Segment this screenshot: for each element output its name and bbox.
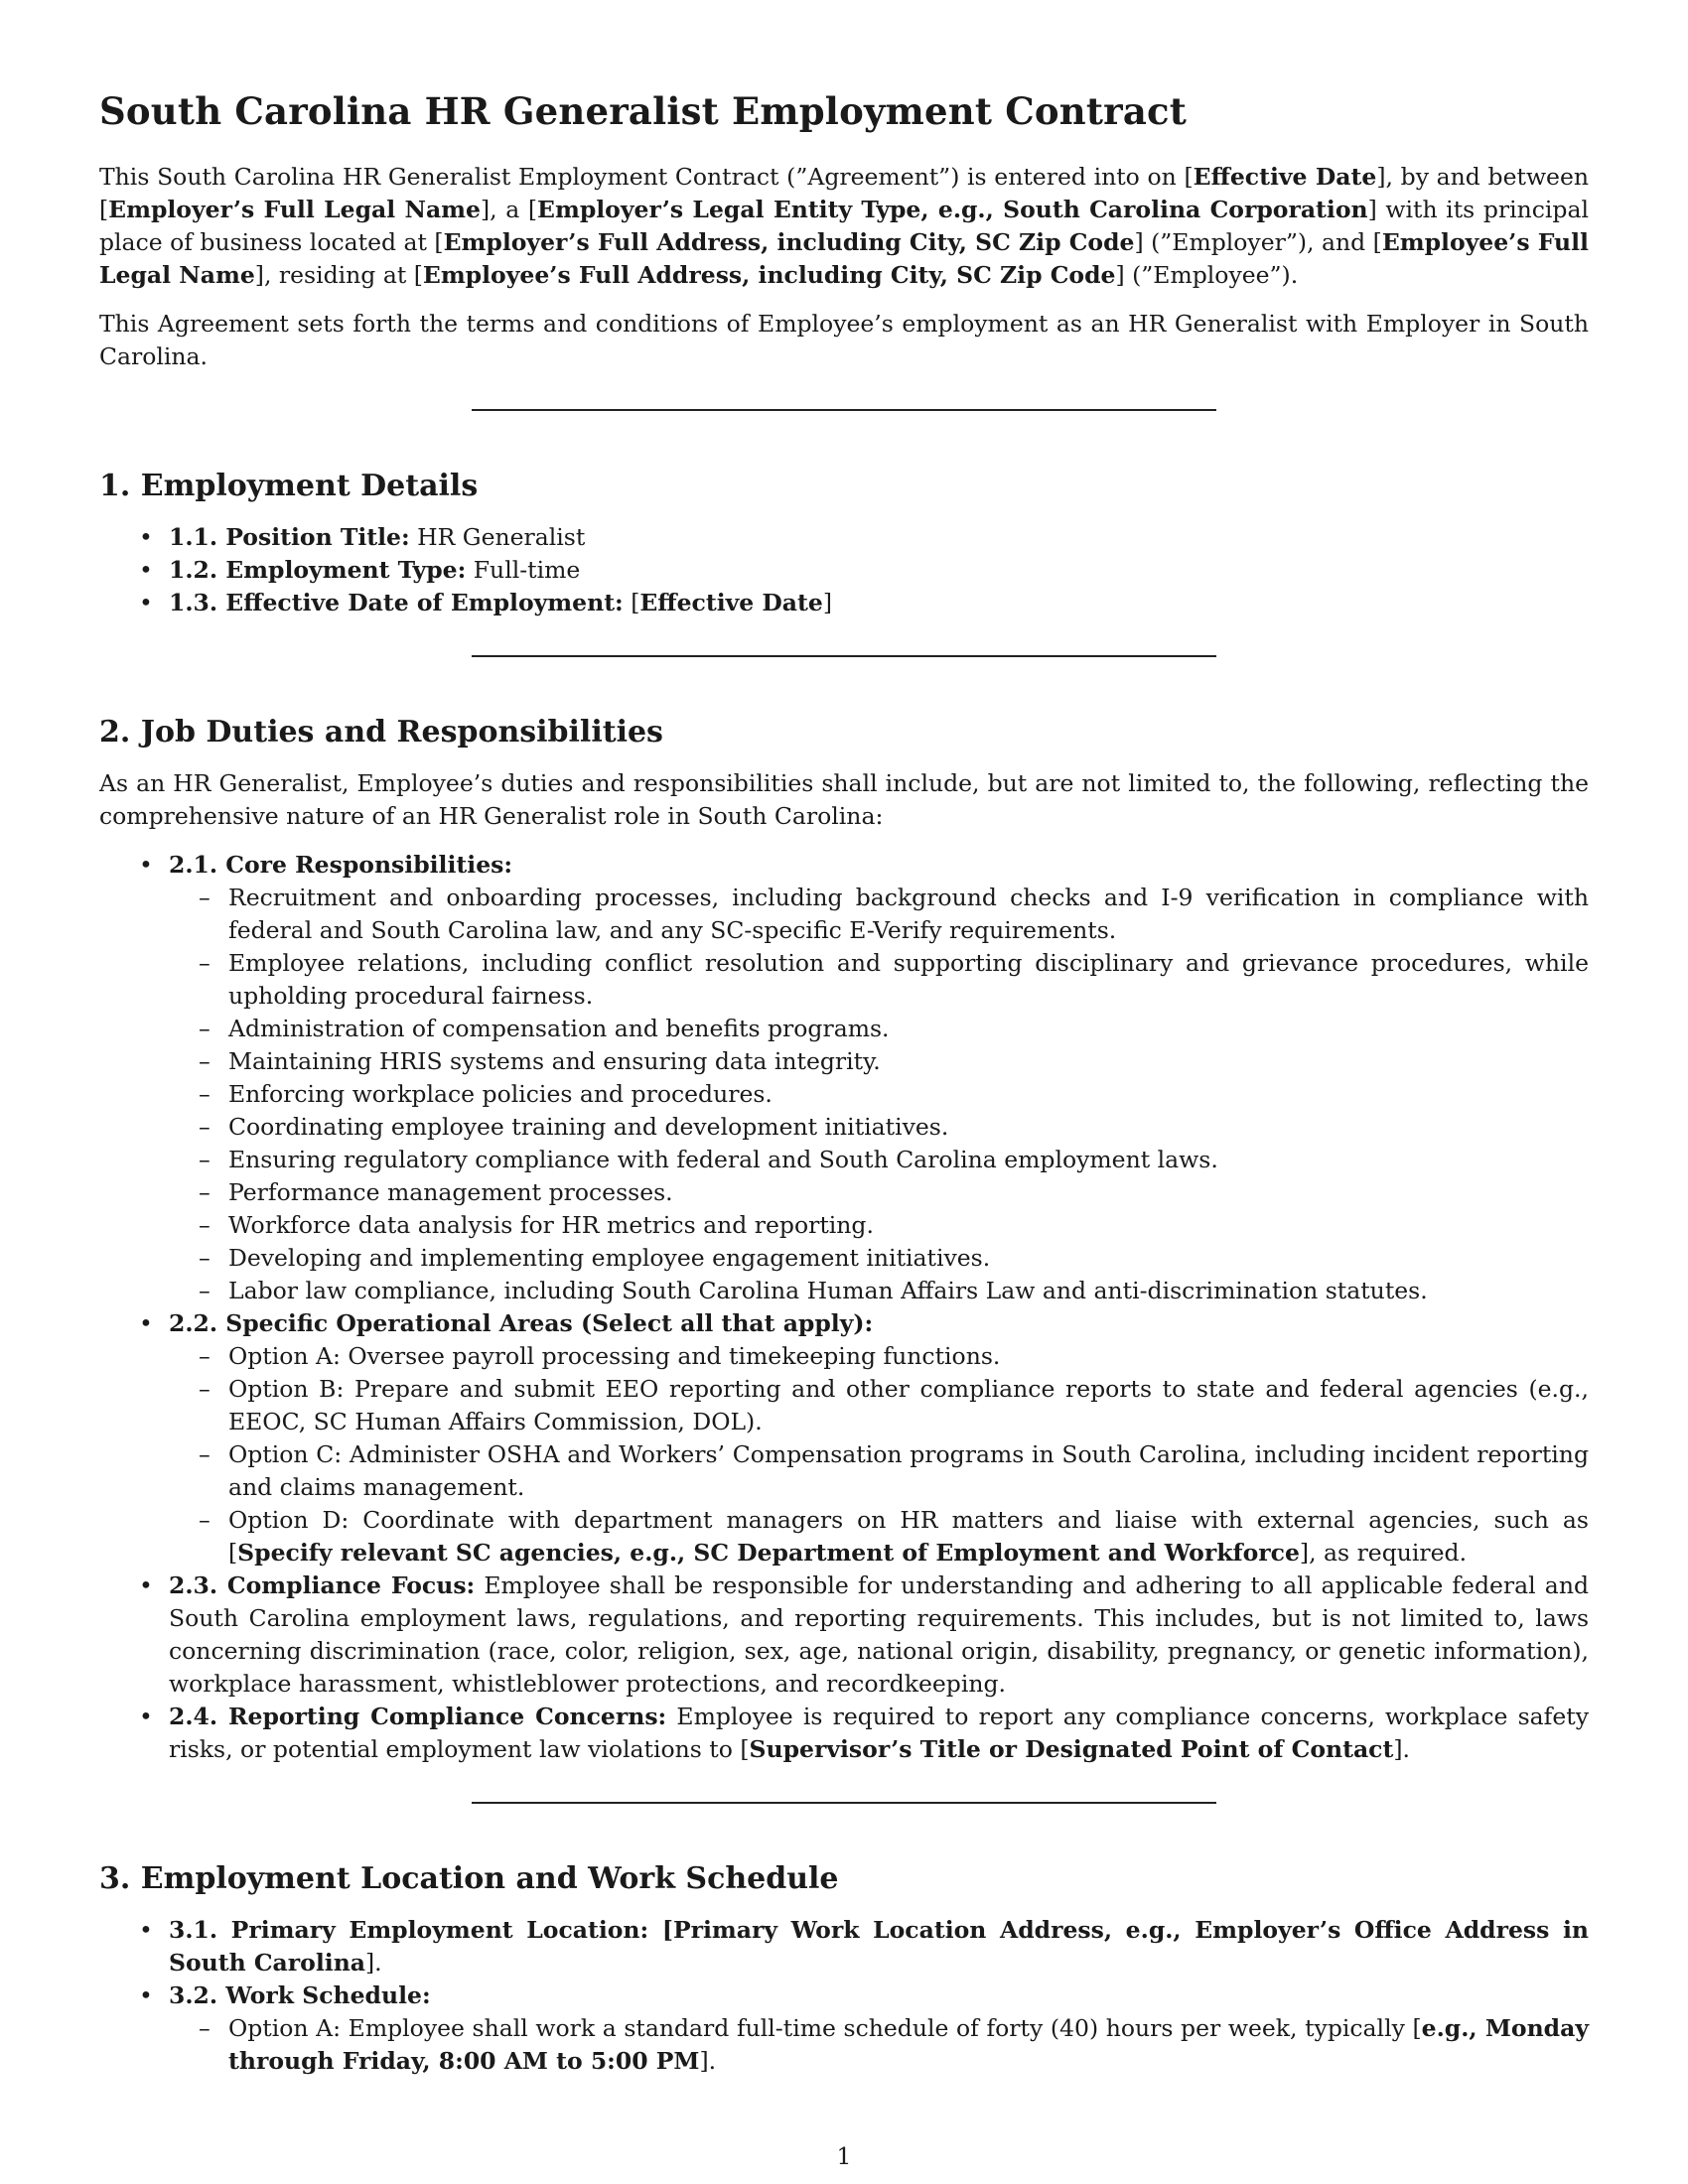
item-text: ]	[822, 589, 832, 616]
section-1-heading: 1. Employment Details	[99, 469, 479, 503]
agency-placeholder: Specify relevant SC agencies, e.g., SC Department of Employment and Workforce	[237, 1539, 1300, 1567]
sub-list-item: – Option A: Oversee payroll processing and timekeeping functions.	[169, 1340, 1589, 1373]
item-text: Option A: Employee shall work a standard full-time schedule of forty (40) hours per week, typically [	[228, 2014, 1422, 2042]
sub-list-item	[169, 1504, 1589, 1570]
sub-list-item: – Ensuring regulatory compliance with federal and South Carolina employment laws.	[169, 1144, 1589, 1176]
item-text: Option D: Coordinate with department managers on HR matters and liaise with external agencies, such as [	[228, 1506, 1589, 1567]
sub-list-item: – Workforce data analysis for HR metrics and reporting.	[169, 1209, 1589, 1242]
item-label: 1.1. Position Title:	[169, 523, 410, 551]
employee-address-placeholder: Employee’s Full Address, including City, SC Zip Code	[422, 261, 1116, 289]
sub-list-item: – Coordinating employee training and development initiatives.	[169, 1111, 1589, 1144]
employer-name-placeholder: Employer’s Full Legal Name	[108, 196, 481, 223]
list-item	[99, 1979, 1589, 2078]
core-responsibilities-list	[169, 882, 1589, 1307]
section-divider	[472, 409, 1216, 411]
item-value: Full-time	[466, 556, 581, 584]
item-value: Effective Date	[639, 589, 823, 616]
intro-text: ] (”Employer”), and [	[1134, 228, 1382, 256]
schedule-options-list	[169, 2012, 1589, 2078]
supervisor-placeholder: Supervisor’s Title or Designated Point of Contact	[749, 1735, 1394, 1763]
item-text: Employee shall be responsible for understanding and adhering to all applicable federal and South Carolina employment laws, regulations, and reporting requirements. This includes, but is not limited to, laws concerning discrimination (race, color, religion, sex, age, national origin, disability, pregnancy, or genetic information), workplace harassment, whistleblower protections, and recordkeeping.	[169, 1571, 1590, 1698]
item-label: 3.2. Work Schedule:	[169, 1981, 431, 2009]
item-text: ].	[1393, 1735, 1410, 1763]
sub-list-item: – Performance management processes.	[169, 1176, 1589, 1209]
section-2-intro: As an HR Generalist, Employee’s duties and responsibilities shall include, but are not limited to, the following, reflecting the comprehensive nature of an HR Generalist role in South Carolina:	[99, 769, 1589, 830]
item-text: Employee is required to report any compliance concerns, workplace safety risks, or potential employment law violations to [	[169, 1703, 1590, 1763]
location-placeholder: Primary Work Location Address, e.g., Employer’s Office Address in South Carolina	[169, 1916, 1589, 1977]
list-item	[99, 587, 1589, 619]
location-schedule-list	[99, 1914, 1589, 2078]
sub-list-item: – Option B: Prepare and submit EEO reporting and other compliance reports to state and federal agencies (e.g., EEOC, SC Human Affairs Commission, DOL).	[169, 1373, 1589, 1438]
item-label: 1.2. Employment Type:	[169, 556, 467, 584]
intro-text: ] with its principal place of business located at [	[99, 196, 1589, 256]
item-label: 3.1. Primary Employment Location:	[169, 1916, 649, 1944]
section-3-heading: 3. Employment Location and Work Schedule	[99, 1861, 839, 1896]
entity-type-placeholder: Employer’s Legal Entity Type, e.g., South Carolina Corporation	[537, 196, 1368, 223]
list-item	[99, 521, 1589, 554]
list-item	[99, 1570, 1589, 1701]
item-label: 2.2. Specific Operational Areas (Select all that apply):	[169, 1309, 874, 1337]
section-2-heading: 2. Job Duties and Responsibilities	[99, 715, 663, 750]
schedule-placeholder: e.g., Monday through Friday, 8:00 AM to 5:00 PM	[228, 2014, 1589, 2075]
document-page	[99, 79, 1589, 2088]
intro-text: ], a [	[481, 196, 538, 223]
intro-text: ] (”Employee”).	[1115, 261, 1299, 289]
item-label: 2.3. Compliance Focus:	[169, 1571, 476, 1599]
employee-name-placeholder: Employee’s Full Legal Name	[99, 228, 1589, 289]
item-label: 1.3. Effective Date of Employment:	[169, 589, 624, 616]
intro-text: ], by and between [	[99, 163, 1590, 223]
intro-text: ], residing at [	[254, 261, 423, 289]
item-text: [	[648, 1916, 673, 1944]
section-divider	[472, 655, 1216, 657]
list-item	[99, 1701, 1589, 1766]
list-item	[99, 554, 1589, 587]
list-item	[99, 1307, 1589, 1570]
section-divider	[472, 1802, 1216, 1804]
item-text: ].	[699, 2047, 717, 2075]
list-item	[99, 1914, 1589, 1979]
item-label: 2.4. Reporting Compliance Concerns:	[169, 1703, 667, 1730]
duties-list	[99, 849, 1589, 1766]
employment-details-list	[99, 521, 1589, 619]
sub-list-item: – Employee relations, including conflict resolution and supporting disciplinary and grievance procedures, while upholding procedural fairness.	[169, 947, 1589, 1013]
page-number: 1	[836, 2142, 852, 2170]
item-text: ].	[365, 1949, 382, 1977]
item-value: HR Generalist	[409, 523, 586, 551]
list-item	[99, 849, 1589, 1307]
sub-list-item: – Recruitment and onboarding processes, including background checks and I-9 verification in compliance with federal and South Carolina law, and any SC-specific E-Verify requirements.	[169, 882, 1589, 947]
document-title: South Carolina HR Generalist Employment Contract	[99, 89, 1188, 133]
item-label: 2.1. Core Responsibilities:	[169, 851, 513, 879]
sub-list-item: – Maintaining HRIS systems and ensuring data integrity.	[169, 1045, 1589, 1078]
sub-list-item: – Developing and implementing employee engagement initiatives.	[169, 1242, 1589, 1275]
employer-address-placeholder: Employer’s Full Address, including City, SC Zip Code	[443, 228, 1135, 256]
intro-paragraph	[99, 161, 1589, 292]
intro-text: This South Carolina HR Generalist Employment Contract (”Agreement”) is entered into on [	[99, 163, 1194, 191]
sub-list-item: – Administration of compensation and benefits programs.	[169, 1013, 1589, 1045]
sub-list-item: – Enforcing workplace policies and procedures.	[169, 1078, 1589, 1111]
item-text: [	[623, 589, 640, 616]
item-text: ], as required.	[1299, 1539, 1468, 1567]
sub-list-item	[169, 2012, 1589, 2078]
sub-list-item: – Labor law compliance, including South Carolina Human Affairs Law and anti-discrimination statutes.	[169, 1275, 1589, 1307]
effective-date-placeholder: Effective Date	[1193, 163, 1377, 191]
intro-paragraph-2: This Agreement sets forth the terms and conditions of Employee’s employment as an HR Generalist with Employer in South Carolina.	[99, 310, 1589, 370]
sub-list-item: – Option C: Administer OSHA and Workers’ Compensation programs in South Carolina, including incident reporting and claims management.	[169, 1438, 1589, 1504]
operational-areas-list	[169, 1340, 1589, 1570]
